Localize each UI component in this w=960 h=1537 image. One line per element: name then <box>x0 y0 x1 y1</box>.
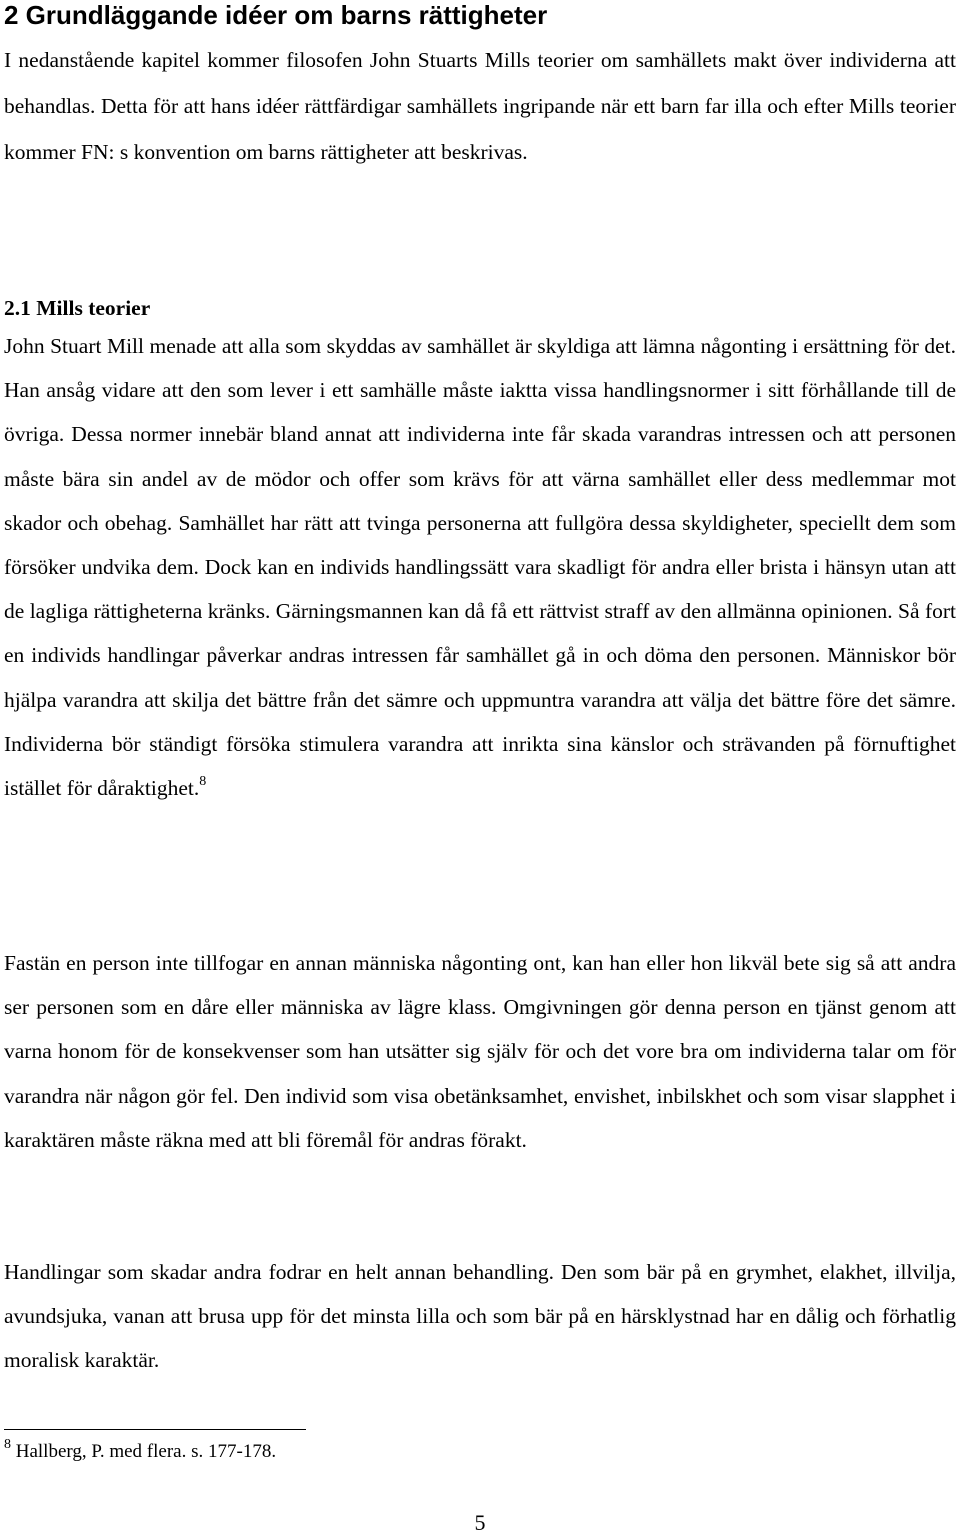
footnote-number: 8 <box>4 1436 11 1452</box>
body-paragraph-1-text: John Stuart Mill menade att alla som skyddas av samhället är skyldiga att lämna någonting i ersättning för det. Han ansåg vidare att den som lever i ett samhälle måste iaktta vissa handlingsnormer i sitt förhållande till de övriga. Dessa normer innebär bland annat att individerna inte får skada varandras intressen och att personen måste bära sin andel av de mödor och offer som krävs för att värna samhället eller dess medlemmar mot skador och obehag. Samhället har rätt att tvinga personerna att fullgöra dessa skyldigheter, speciellt dem som försöker undvika dem. Dock kan en individs handlingssätt vara skadligt för andra eller brista i hänsyn utan att de lagliga rättigheterna kränks. Gärningsmannen kan då få ett rättvist straff av den allmänna opinionen. Så fort en individs handlingar påverkar andras intressen får samhället gå in och döma den personen. Människor bör hjälpa varandra att skilja det bättre från det sämre och uppmuntra varandra att välja det bättre före det sämre. Individerna bör ständigt försöka stimulera varandra att inrikta sina känslor och strävanden på förnuftighet istället för dåraktighet. <box>4 334 956 801</box>
chapter-intro-paragraph: I nedanstående kapitel kommer filosofen John Stuarts Mills teorier om samhällets makt över individerna att behandlas. Detta för att hans idéer rättfärdigar samhällets ingripande när ett barn far illa och efter Mills teorier kommer FN: s konvention om barns rättigheter att beskrivas. <box>4 48 956 164</box>
footnote <box>4 1438 276 1466</box>
body-paragraph-2: Fastän en person inte tillfogar en annan människa någonting ont, kan han eller hon likväl bete sig så att andra ser personen som en dåre eller människa av lägre klass. Omgivningen gör denna person en tjänst genom att varna honom för de konsekvenser som han utsätter sig själv för och det vore bra om individerna talar om för varandra när någon gör fel. Den individ som visa obetänksamhet, envishet, inbilskhet och som visar slapphet i karaktären måste räkna med att bli föremål för andras förakt. <box>4 951 956 1152</box>
footnote-divider <box>4 1429 306 1430</box>
footnote-reference[interactable]: 8 <box>199 773 207 789</box>
footnote-text: Hallberg, P. med flera. s. 177-178. <box>11 1441 277 1462</box>
chapter-heading: 2 Grundläggande idéer om barns rättigheter <box>4 0 548 30</box>
body-paragraph-3: Handlingar som skadar andra fodrar en helt annan behandling. Den som bär på en grymhet, elakhet, illvilja, avundsjuka, vanan att brusa upp för det minsta lilla och som bär på en härsklystnad har en dålig och förhatlig moralisk karaktär. <box>4 1260 956 1373</box>
section-heading: 2.1 Mills teorier <box>4 296 151 320</box>
body-paragraph-1 <box>4 324 956 810</box>
page-number: 5 <box>474 1510 486 1535</box>
